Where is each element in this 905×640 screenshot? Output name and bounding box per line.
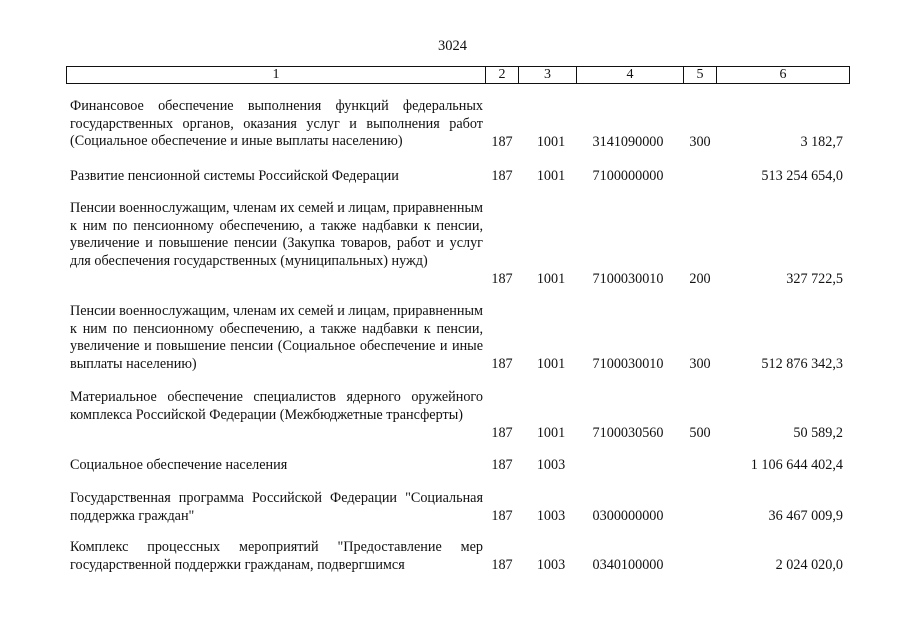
row-description: Материальное обеспечение специалистов ядерного оружейного комплекса Российской Федерации (Межбюджетные трансферты) xyxy=(70,389,483,423)
row-col-5: 300 xyxy=(689,134,711,151)
row-col-4: 7100030010 xyxy=(592,356,664,373)
table-row xyxy=(0,200,905,289)
table-row xyxy=(0,539,905,575)
row-description: Пенсии военнослужащим, членам их семей и лицам, приравненным к ним по пенсионному обеспечению, а также надбавки к пенсии, увеличение и повышение пенсии (Закупка товаров, работ и услуг для обеспечения государственных (муниципальных) нужд) xyxy=(70,200,484,269)
row-col-6: 1 106 644 402,4 xyxy=(750,457,843,474)
header-col-2: 2 xyxy=(498,67,506,82)
table-row xyxy=(0,389,905,443)
row-description: Финансовое обеспечение выполнения функций федеральных государственных органов, оказания услуг и выполнения работ (Социальное обеспечение и иные выплаты населению) xyxy=(70,98,483,150)
row-col-5: 200 xyxy=(689,271,711,288)
table-row xyxy=(0,490,905,526)
row-col-3: 1001 xyxy=(536,134,566,151)
row-description: Пенсии военнослужащим, членам их семей и лицам, приравненным к ним по пенсионному обеспечению, а также надбавки к пенсии, увеличение и повышение пенсии (Социальное обеспечение и иные выплаты населению) xyxy=(70,303,484,372)
row-col-3: 1001 xyxy=(536,356,566,373)
table-row xyxy=(0,303,905,374)
row-col-6: 3 182,7 xyxy=(800,134,843,151)
table-row xyxy=(0,98,905,152)
row-description: Развитие пенсионной системы Российской Федерации xyxy=(70,168,399,184)
table-row xyxy=(0,457,905,475)
row-col-2: 187 xyxy=(491,271,513,288)
row-col-2: 187 xyxy=(491,508,513,525)
row-description: Государственная программа Российской Федерации "Социальная поддержка граждан" xyxy=(70,490,483,524)
row-col-4: 0300000000 xyxy=(592,508,664,525)
row-col-6: 2 024 020,0 xyxy=(775,557,843,574)
row-col-3: 1001 xyxy=(536,168,566,185)
row-col-2: 187 xyxy=(491,356,513,373)
table-header xyxy=(66,66,850,84)
row-col-2: 187 xyxy=(491,168,513,185)
row-col-6: 512 876 342,3 xyxy=(761,356,843,373)
table-row xyxy=(0,168,905,186)
page-number: 3024 xyxy=(438,38,467,54)
row-col-2: 187 xyxy=(491,457,513,474)
row-col-3: 1003 xyxy=(536,508,566,525)
row-col-6: 50 589,2 xyxy=(793,425,843,442)
row-col-6: 513 254 654,0 xyxy=(761,168,843,185)
row-col-4: 7100030560 xyxy=(592,425,664,442)
row-col-4: 3141090000 xyxy=(592,134,664,151)
header-col-6: 6 xyxy=(779,67,787,82)
row-col-6: 327 722,5 xyxy=(786,271,843,288)
row-col-3: 1001 xyxy=(536,271,566,288)
header-col-1: 1 xyxy=(272,67,280,82)
row-description: Социальное обеспечение населения xyxy=(70,457,288,473)
row-col-4: 0340100000 xyxy=(592,557,664,574)
header-col-5: 5 xyxy=(696,67,704,82)
header-col-3: 3 xyxy=(544,67,551,82)
row-col-5: 500 xyxy=(689,425,711,442)
row-description: Комплекс процессных мероприятий "Предоставление мер государственной поддержки гражданам, подвергшимся xyxy=(70,539,483,573)
row-col-3: 1003 xyxy=(536,557,566,574)
row-col-2: 187 xyxy=(491,425,513,442)
row-col-3: 1003 xyxy=(536,457,566,474)
header-col-4: 4 xyxy=(626,67,634,82)
row-col-3: 1001 xyxy=(536,425,566,442)
row-col-6: 36 467 009,9 xyxy=(768,508,843,525)
row-col-2: 187 xyxy=(491,134,513,151)
row-col-5: 300 xyxy=(689,356,711,373)
row-col-4: 7100000000 xyxy=(592,168,664,185)
row-col-2: 187 xyxy=(491,557,513,574)
row-col-4: 7100030010 xyxy=(592,271,664,288)
